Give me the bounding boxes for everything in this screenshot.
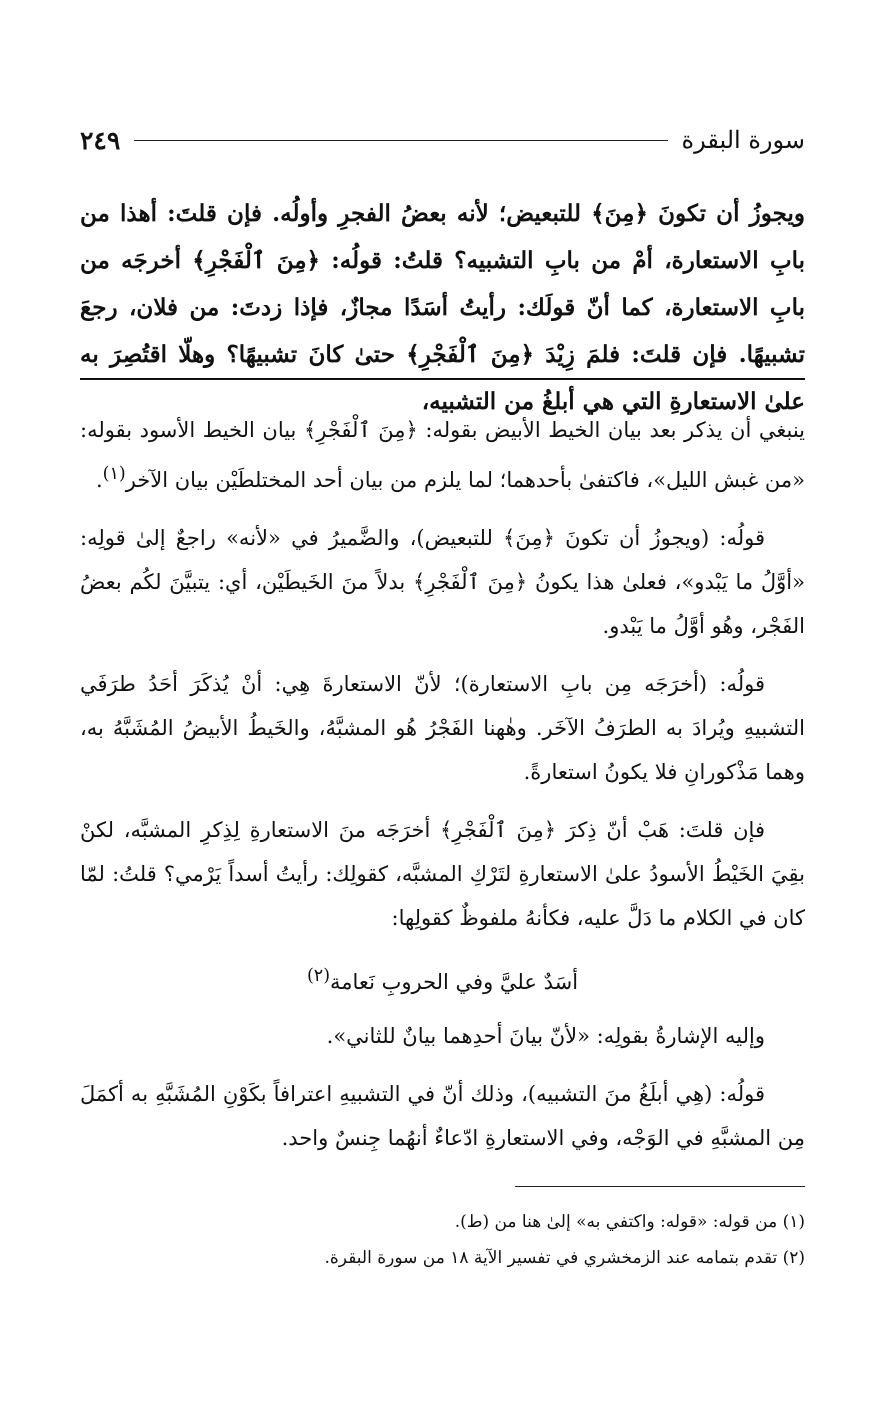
commentary-paragraph-1-text: ينبغي أن يذكر بعد بيان الخيط الأبيض بقوله: ﴿مِنَ ٱلْفَجْرِ﴾ بيان الخيط الأسود بقوله: «من غبش الليل»، فاكتفىٰ بأحدهما؛ لما يلزم من بيان أحد المختلطَيْن بيان الآخر [80,418,805,492]
main-text-block [80,190,805,425]
commentary-paragraph-5: وإليه الإشارةُ بقولِه: «لأنّ بيانَ أحدِهما بيانٌ للثاني». [326,1024,765,1048]
main-text-divider [80,378,805,380]
poetry-verse [80,954,805,1004]
footnote-ref-1: (١) [102,464,126,484]
commentary-paragraph-1 [80,408,805,502]
commentary-paragraph-4: فإن قلتَ: هَبْ أنّ ذِكرَ ﴿مِنَ ٱلْفَجْرِ﴾ أخرَجَه منَ الاستعارةِ لِذِكرِ المشبَّه، لكنْ بقِيَ الخَيْطُ الأسودُ علىٰ الاستعارةِ لتَرْكِ المشبَّه، كقولِك: رأيتُ أسداً يَرْمي؟ قلتُ: لمّا كان في الكلام ما دَلَّ عليه، فكأنهُ ملفوظٌ كقولِها: [80,818,805,930]
footnote-ref-2: (٢) [306,966,331,986]
poetry-verse-text: أسَدٌ عليَّ وفي الحروبِ نَعامة [330,970,579,994]
commentary-paragraph-3: قولُه: (أخرَجَه مِن بابِ الاستعارة)؛ لأنّ الاستعارةَ هِي: أنْ يُذكَرَ أحَدُ طرَفَي التشبيهِ ويُرادَ به الطرَفُ الآخَر. وهٰهنا الفَجْرُ هُو المشبَّهُ، والخَيطُ الأبيضُ المُشَبَّهُ به، وهما مَذْكورانِ فلا يكونُ استعارةً. [80,672,805,784]
header-rule [134,140,667,141]
page-number: ٢٤٩ [80,125,121,155]
page-header [80,120,805,160]
footnote-1: (١) من قوله: «قوله: واكتفي به» إلىٰ هنا من (ط). [454,1212,805,1232]
commentary-paragraph-2: قولُه: (ويجوزُ أن تكونَ ﴿مِنَ﴾ للتبعيض)، والضَّميرُ في «لأنه» راجعٌ إلىٰ قولِه: «أوَّلُ ما يَبْدو»، فعلىٰ هذا يكونُ ﴿مِنَ ٱلْفَجْرِ﴾ بدلاً منَ الخَيطَيْن، أي: يتبيَّنَ لكُم بعضُ الفَجْر، وهُو أوَّلُ ما يَبْدو. [80,526,805,638]
surah-title: سورة البقرة [681,126,805,154]
footnotes [80,1204,805,1276]
footnote-divider [515,1186,805,1187]
commentary-block [80,408,805,1174]
footnote-2: (٢) تقدم بتمامه عند الزمخشري في تفسير الآية ١٨ من سورة البقرة. [324,1248,805,1268]
commentary-paragraph-1-end: . [95,468,103,492]
main-paragraph: ويجوزُ أن تكونَ ﴿مِنَ﴾ للتبعيض؛ لأنه بعضُ الفجرِ وأولُه. فإن قلتَ: أهذا من بابِ الاستعارة، أمْ من بابِ التشبيه؟ قلتُ: قولُه: ﴿مِنَ ٱلْفَجْرِ﴾ أخرجَه من بابِ الاستعارة، كما أنّ قولَك: رأيتُ أسَدًا مجازٌ، فإذا زدتَ: من فلان، رجعَ تشبيهًا. فإن قلتَ: فلمَ زِيْدَ ﴿مِنَ ٱلْفَجْرِ﴾ حتىٰ كانَ تشبيهًا؟ وهلّا اقتُصِرَ به علىٰ الاستعارةِ التي هي أبلغُ من التشبيه، [80,200,805,415]
commentary-paragraph-6: قولُه: (هِي أبلَغُ منَ التشبيه)، وذلك أنّ في التشبيهِ اعترافاً بكَوْنِ المُشَبَّهِ به أكمَلَ مِن المشبَّهِ في الوَجْه، وفي الاستعارةِ ادّعاءٌ أنهُما جِنسٌ واحد. [80,1082,805,1150]
